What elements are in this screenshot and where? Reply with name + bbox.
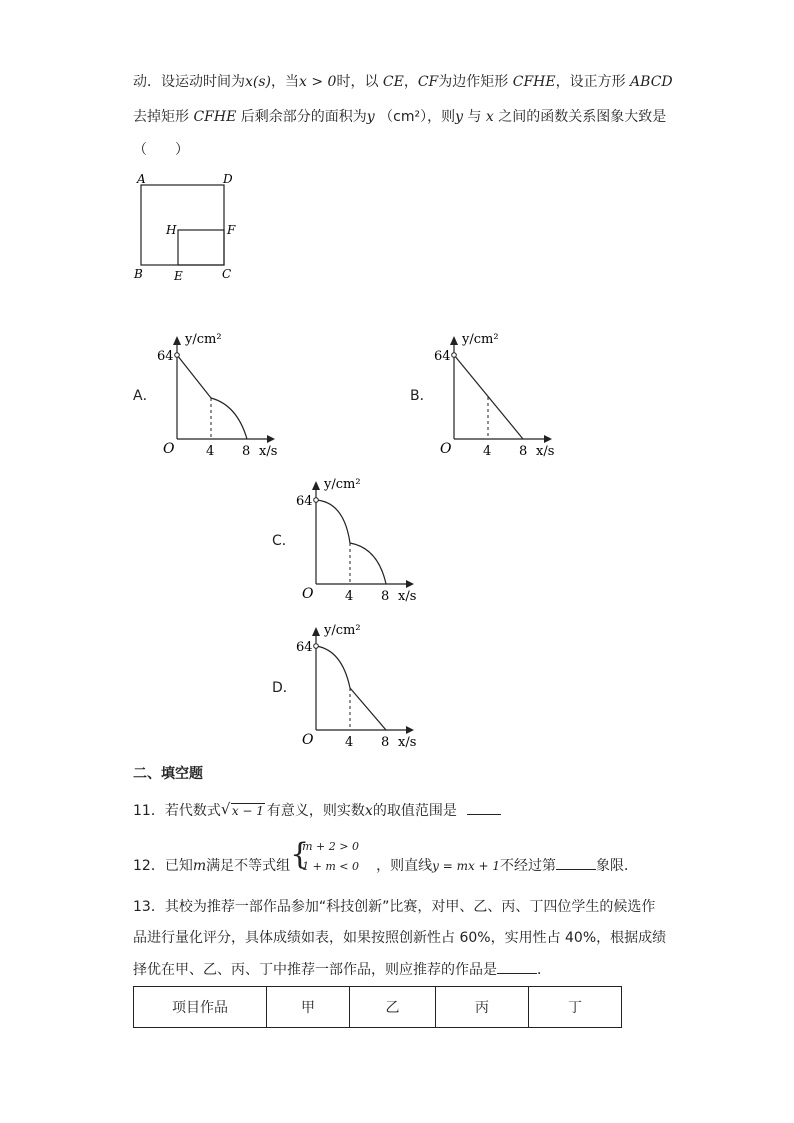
score-table bbox=[133, 986, 622, 1028]
text: ，设正方形 bbox=[555, 74, 626, 90]
x-arrow bbox=[267, 435, 275, 443]
sqrt-expression bbox=[221, 801, 265, 821]
table-header-cell: 丁 bbox=[529, 987, 622, 1028]
table-header-cell: 乙 bbox=[350, 987, 436, 1028]
segment-ce: CE bbox=[382, 74, 404, 90]
option-b-letter: B． bbox=[410, 388, 434, 404]
x-arrow bbox=[406, 726, 414, 734]
text: 之间的函数关系图象大致是 bbox=[498, 109, 667, 125]
section-title: 二、填空题 bbox=[133, 766, 203, 782]
label-d: D bbox=[223, 172, 233, 186]
open-point bbox=[314, 498, 319, 503]
y-tick-64: 64 bbox=[296, 494, 313, 509]
x-tick-8: 8 bbox=[519, 444, 528, 459]
answer-blank[interactable] bbox=[467, 800, 501, 815]
label-c: C bbox=[222, 267, 232, 281]
answer-blank[interactable] bbox=[497, 959, 537, 974]
var-x-s: x(s) bbox=[245, 74, 272, 90]
rect-cfhe: CFHE bbox=[193, 109, 237, 125]
graph-a bbox=[157, 332, 277, 459]
table-header-row bbox=[134, 987, 622, 1028]
text: 择优在甲、乙、丙、丁中推荐一部作品，则应推荐的作品是 bbox=[133, 962, 497, 978]
square-figure bbox=[130, 168, 240, 286]
text: （cm²），则 bbox=[379, 109, 456, 125]
y-axis-label: y/cm² bbox=[185, 332, 222, 347]
origin-label: O bbox=[163, 441, 175, 457]
x-tick-4: 4 bbox=[345, 735, 354, 750]
x-arrow bbox=[406, 580, 414, 588]
option-d-graph bbox=[294, 616, 444, 756]
text: 满足不等式组 bbox=[206, 858, 291, 874]
text: 时，以 bbox=[336, 74, 379, 90]
q10-line-2 bbox=[133, 107, 666, 127]
table-header-cell: 丙 bbox=[436, 987, 529, 1028]
x-tick-8: 8 bbox=[381, 735, 390, 750]
y-arrow bbox=[173, 336, 181, 345]
answer-blank[interactable] bbox=[556, 855, 596, 870]
y-axis-label: y/cm² bbox=[324, 623, 361, 638]
line-equation: y = mx + 1 bbox=[432, 859, 501, 873]
text: 后剩余部分的面积为 bbox=[240, 109, 367, 125]
radical-sign: √ bbox=[220, 800, 231, 818]
label-e: E bbox=[174, 269, 183, 283]
text: ， bbox=[403, 74, 418, 90]
open-point bbox=[452, 353, 457, 358]
x-axis-label: x/s bbox=[398, 589, 417, 604]
inequality-system bbox=[290, 837, 376, 873]
x-tick-4: 4 bbox=[483, 444, 492, 459]
curve-a bbox=[177, 355, 247, 439]
curve-c bbox=[316, 500, 386, 584]
q10-answer-paren: （ ） bbox=[133, 142, 189, 158]
table-header-cell: 项目作品 bbox=[134, 987, 267, 1028]
q10-line-1 bbox=[133, 72, 673, 92]
condition: x > 0 bbox=[299, 74, 337, 90]
y-axis-label: y/cm² bbox=[324, 477, 361, 492]
label-h: H bbox=[166, 223, 177, 237]
y-arrow bbox=[312, 627, 320, 636]
option-c-graph bbox=[294, 470, 444, 610]
option-a-letter: A． bbox=[133, 388, 157, 404]
option-c-letter: C． bbox=[272, 533, 296, 549]
text: 为边作矩形 bbox=[438, 74, 509, 90]
question-13-line-2: 品进行量化评分，具体成绩如表，如果按照创新性占 60%，实用性占 40%，根据成绩 bbox=[133, 930, 667, 946]
x-tick-8: 8 bbox=[242, 444, 251, 459]
question-12 bbox=[133, 837, 639, 876]
text: 的取值范围是 bbox=[372, 803, 457, 819]
x-tick-4: 4 bbox=[345, 589, 354, 604]
option-d-letter: D． bbox=[272, 680, 297, 696]
var-x: x bbox=[364, 803, 373, 819]
brace: { bbox=[290, 837, 310, 872]
table-header-cell: 甲 bbox=[267, 987, 350, 1028]
var-y: y bbox=[455, 109, 464, 125]
x-tick-8: 8 bbox=[381, 589, 390, 604]
x-axis-label: x/s bbox=[536, 444, 555, 459]
var-y: y bbox=[366, 109, 375, 125]
x-tick-4: 4 bbox=[206, 444, 215, 459]
option-b-graph bbox=[432, 325, 582, 465]
x-arrow bbox=[544, 435, 552, 443]
inequality-2: 1 + m < 0 bbox=[302, 860, 359, 873]
text: ，当 bbox=[271, 74, 300, 90]
question-11 bbox=[133, 800, 501, 821]
text: 不经过第 bbox=[500, 858, 557, 874]
rect-cfhe: CFHE bbox=[512, 74, 556, 90]
square-abcd-shape bbox=[141, 185, 224, 265]
y-tick-64: 64 bbox=[434, 349, 451, 364]
origin-label: O bbox=[440, 441, 452, 457]
y-axis-label: y/cm² bbox=[462, 332, 499, 347]
curve-d bbox=[316, 646, 386, 730]
text: 11．若代数式 bbox=[133, 803, 221, 819]
square-abcd: ABCD bbox=[630, 74, 673, 90]
rect-cfhe-shape bbox=[178, 230, 224, 265]
open-point bbox=[175, 353, 180, 358]
text: 12．已知 bbox=[133, 858, 193, 874]
var-m: m bbox=[192, 858, 207, 874]
label-f: F bbox=[227, 223, 236, 237]
text: 动．设运动时间为 bbox=[133, 74, 245, 90]
text: ，则直线 bbox=[376, 858, 433, 874]
text: 与 bbox=[467, 109, 482, 125]
question-13-line-1: 13．其校为推荐一部作品参加“科技创新”比赛，对甲、乙、丙、丁四位学生的候选作 bbox=[133, 899, 656, 915]
text: 有意义，则实数 bbox=[266, 803, 365, 819]
x-axis-label: x/s bbox=[398, 735, 417, 750]
label-a: A bbox=[137, 172, 146, 186]
origin-label: O bbox=[302, 586, 314, 602]
var-x: x bbox=[485, 109, 494, 125]
origin-label: O bbox=[302, 732, 314, 748]
text: ． bbox=[537, 962, 551, 978]
text: 去掉矩形 bbox=[133, 109, 189, 125]
text: 象限． bbox=[596, 858, 639, 874]
y-arrow bbox=[450, 336, 458, 345]
y-arrow bbox=[312, 481, 320, 490]
x-axis-label: x/s bbox=[259, 444, 278, 459]
radicand: x − 1 bbox=[231, 804, 264, 818]
open-point bbox=[314, 644, 319, 649]
label-b: B bbox=[134, 267, 143, 281]
question-13-line-3 bbox=[133, 959, 551, 980]
segment-cf: CF bbox=[417, 74, 439, 90]
y-tick-64: 64 bbox=[157, 349, 174, 364]
y-tick-64: 64 bbox=[296, 640, 313, 655]
inequality-1: m + 2 > 0 bbox=[302, 840, 359, 853]
